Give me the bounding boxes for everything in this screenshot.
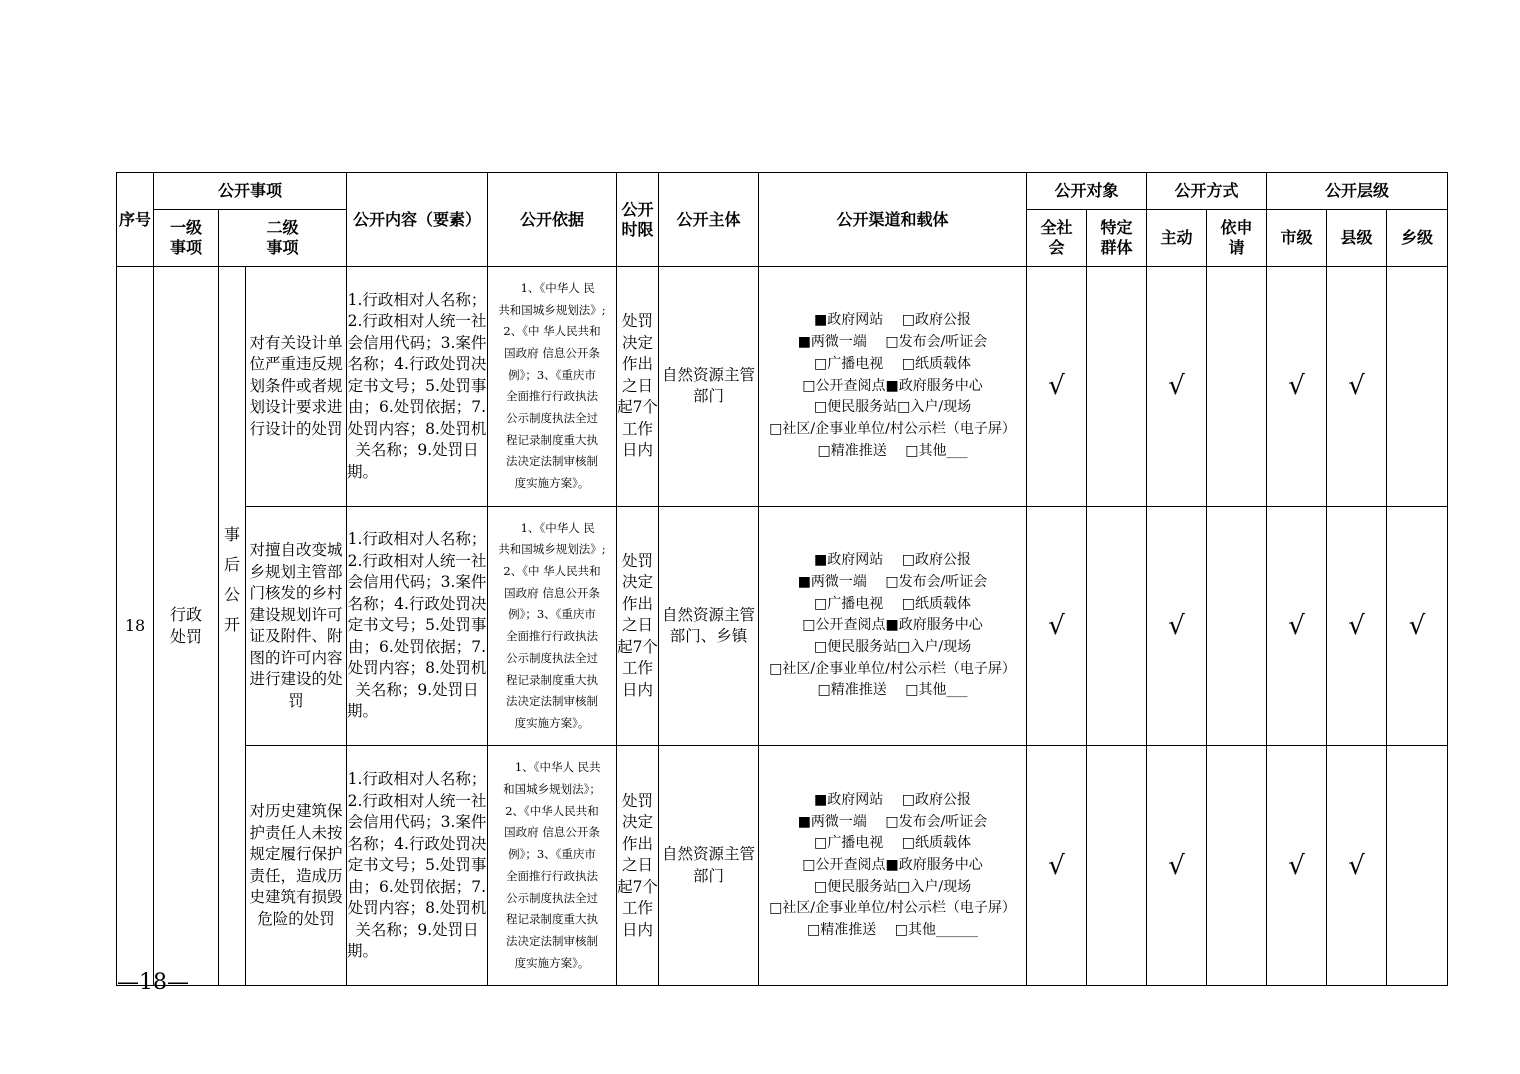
level-county-cell: √ (1327, 506, 1387, 746)
channels-cell: ■政府网站 □政府公报 ■两微一端 □发布会/听证会 □广播电视 □纸质载体 □公开查阅点■政府服务中心 □便民服务站□入户/现场 □社区/企事业单位/村公示栏（电子屏） □精准推送 □其他___ (759, 267, 1027, 507)
method-apply-cell (1207, 506, 1267, 746)
item-level2-cell: 对擅自改变城乡规划主管部门核发的乡村建设规划许可证及附件、附图的许可内容进行建设的处罚 (246, 506, 347, 746)
level-county-cell: √ (1327, 746, 1387, 986)
time-limit-cell: 处罚决定作出之日起7个工作日内 (617, 267, 659, 507)
page-number: —18— (117, 970, 189, 995)
header-subject: 公开主体 (659, 173, 759, 267)
method-apply-cell (1207, 267, 1267, 507)
target-specific-cell (1087, 506, 1147, 746)
content-cell: 1.行政相对人名称；2.行政相对人统一社会信用代码；3.案件名称；4.行政处罚决定书文号；5.处罚事由；6.处罚依据；7.处罚内容；8.处罚机关名称；9.处罚日期。 (347, 746, 488, 986)
header-item: 公开事项 (154, 173, 347, 210)
stage-label: 事 后 公 开 (223, 525, 240, 634)
level-city-cell: √ (1267, 506, 1327, 746)
subject-cell: 自然资源主管部门 (659, 267, 759, 507)
header-content: 公开内容（要素） (347, 173, 488, 267)
level-city-cell: √ (1267, 267, 1327, 507)
header-target-specific: 特定群体 (1087, 210, 1147, 267)
table-row (117, 506, 1448, 746)
subject-cell: 自然资源主管部门 (659, 746, 759, 986)
target-all-cell: √ (1027, 267, 1087, 507)
disclosure-table (116, 172, 1448, 986)
header-method-apply: 依申请 (1207, 210, 1267, 267)
table-row (117, 267, 1448, 507)
header-item-level1: 一级事项 (154, 210, 219, 267)
target-all-cell: √ (1027, 506, 1087, 746)
header-item-level2: 二级事项 (219, 210, 347, 267)
method-active-cell: √ (1147, 267, 1207, 507)
header-level: 公开层级 (1267, 173, 1448, 210)
basis-cell: 1、《中华人 民 共和国城乡规划法》; 2、《中 华人民共和 国政府 信息公开条 例》；3、《重庆市 全面推行行政执法 公示制度执法全过 程记录制度重大执 法决定法制审核制 度实施方案》。 (488, 506, 617, 746)
channels-cell: ■政府网站 □政府公报 ■两微一端 □发布会/听证会 □广播电视 □纸质载体 □公开查阅点■政府服务中心 □便民服务站□入户/现场 □社区/企事业单位/村公示栏（电子屏） □精准推送 □其他______ (759, 746, 1027, 986)
seq-cell: 18 (117, 267, 154, 986)
content-cell: 1.行政相对人名称；2.行政相对人统一社会信用代码；3.案件名称；4.行政处罚决定书文号；5.处罚事由；6.处罚依据；7.处罚内容；8.处罚机关名称；9.处罚日期。 (347, 506, 488, 746)
level-town-cell (1387, 267, 1448, 507)
header-time-limit: 公开时限 (617, 173, 659, 267)
item-level2-cell: 对历史建筑保护责任人未按规定履行保护责任，造成历史建筑有损毁危险的处罚 (246, 746, 347, 986)
basis-cell: 1、《中华人 民共 和国城乡规划法》； 2、《中华人民共和 国政府 信息公开条 例》；3、《重庆市 全面推行行政执法 公示制度执法全过 程记录制度重大执 法决定法制审核制 度实施方案》。 (488, 746, 617, 986)
header-seq: 序号 (117, 173, 154, 267)
header-method-active: 主动 (1147, 210, 1207, 267)
table-row (117, 746, 1448, 986)
header-basis: 公开依据 (488, 173, 617, 267)
level-county-cell: √ (1327, 267, 1387, 507)
target-specific-cell (1087, 746, 1147, 986)
header-level-city: 市级 (1267, 210, 1327, 267)
channels-cell: ■政府网站 □政府公报 ■两微一端 □发布会/听证会 □广播电视 □纸质载体 □公开查阅点■政府服务中心 □便民服务站□入户/现场 □社区/企事业单位/村公示栏（电子屏） □精准推送 □其他___ (759, 506, 1027, 746)
header-level-county: 县级 (1327, 210, 1387, 267)
method-active-cell: √ (1147, 746, 1207, 986)
subject-cell: 自然资源主管部门、乡镇 (659, 506, 759, 746)
header-method: 公开方式 (1147, 173, 1267, 210)
basis-cell: 1、《中华人 民 共和国城乡规划法》; 2、《中 华人民共和 国政府 信息公开条 例》；3、《重庆市 全面推行行政执法 公示制度执法全过 程记录制度重大执 法决定法制审核制 度实施方案》。 (488, 267, 617, 507)
target-all-cell: √ (1027, 746, 1087, 986)
level-city-cell: √ (1267, 746, 1327, 986)
time-limit-cell: 处罚决定作出之日起7个工作日内 (617, 746, 659, 986)
method-apply-cell (1207, 746, 1267, 986)
level-town-cell (1387, 746, 1448, 986)
method-active-cell: √ (1147, 506, 1207, 746)
header-target: 公开对象 (1027, 173, 1147, 210)
time-limit-cell: 处罚决定作出之日起7个工作日内 (617, 506, 659, 746)
level-town-cell: √ (1387, 506, 1448, 746)
content-cell: 1.行政相对人名称；2.行政相对人统一社会信用代码；3.案件名称；4.行政处罚决定书文号；5.处罚事由；6.处罚依据；7.处罚内容；8.处罚机关名称；9.处罚日期。 (347, 267, 488, 507)
item-level2-cell: 对有关设计单位严重违反规划条件或者规划设计要求进行设计的处罚 (246, 267, 347, 507)
header-level-town: 乡级 (1387, 210, 1448, 267)
header-channels: 公开渠道和载体 (759, 173, 1027, 267)
header-target-all: 全社会 (1027, 210, 1087, 267)
target-specific-cell (1087, 267, 1147, 507)
item-level1-cell: 行政处罚 (154, 267, 219, 986)
